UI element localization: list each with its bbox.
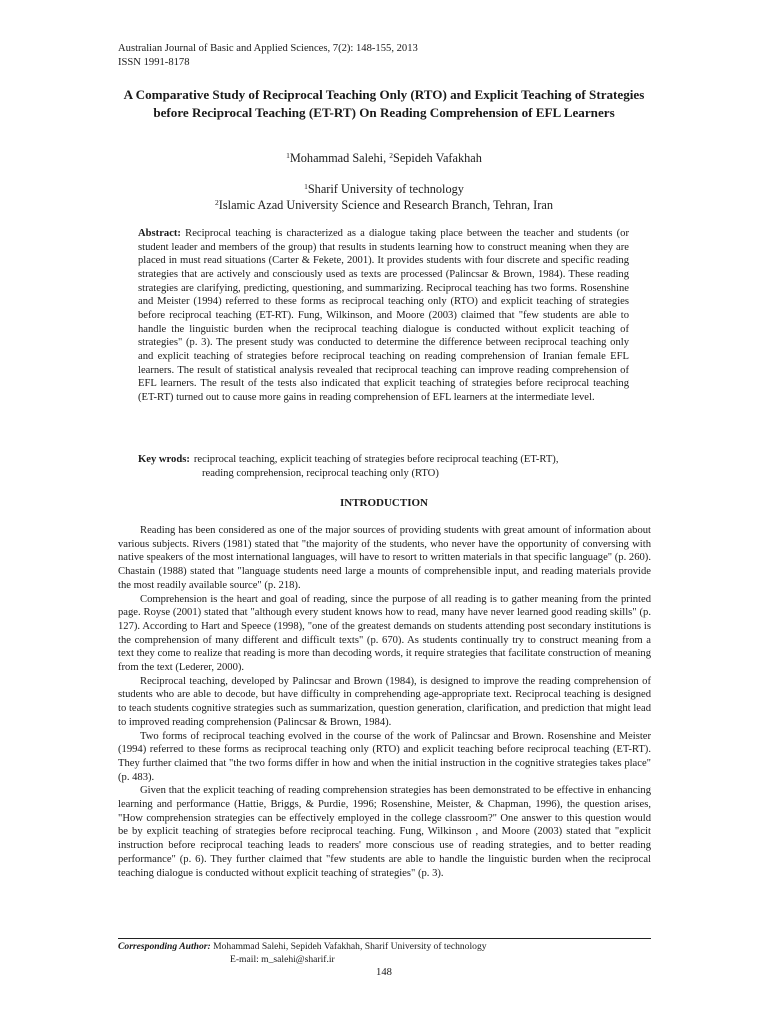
footnote-text: Mohammad Salehi, Sepideh Vafakhah, Sharif University of technology [210, 941, 487, 952]
keywords-line-2: reading comprehension, reciprocal teaching only (RTO) [202, 467, 439, 479]
author1-name: Mohammad Salehi, [289, 151, 390, 165]
affiliation-1-mark: 1 [304, 182, 308, 191]
body-paragraph: Two forms of reciprocal teaching evolved in the course of the work of Palincsar and Brown. Rosenshine and Meister (1994) referred to these forms as reciprocal teaching only (RTO) and explicit teaching before reciprocal teaching (ET-RT). They further claimed that "the two forms differ in how and when the initial instruction in the cognitive strategies takes place" (p. 483). [118, 730, 651, 783]
footnote-email: E-mail: m_salehi@sharif.ir [230, 953, 335, 965]
abstract-text: Reciprocal teaching is characterized as a dialogue taking place between the teacher and students (or student leader and members of the group) that results in students learning how to construct meaning when they are placed in must read situations (Carter & Fekete, 2001). It provides students with four discrete and specific reading strategies that are actively and consciously used as texts are processed (Palincsar & Brown, 1984). These reading strategies are clarifying, predicting, questioning, and summarizing. Reciprocal teaching has two forms. Rosenshine and Meister (1994) referred to these forms as reciprocal teaching only (RTO) and explicit teaching of strategies before reciprocal teaching (ET-RT). Fung, Wilkinson, and Moore (2003) claimed that "few students are able to handle the linguistic burden when the reciprocal teaching dialogue is conducted without explicit teaching of strategies" (p. 3). The present study was conducted to determine the difference between reciprocal teaching only and explicit teaching of strategies before reciprocal teaching on reading comprehension of Iranian female EFL learners. The result of statistical analysis revealed that reciprocal teaching can improve reading comprehension of EFL learners. The result of the tests also indicated that explicit teaching of strategies before reciprocal teaching (ET-RT) turned out to cause more gains in reading comprehension of EFL learners at the intermediate level. [138, 228, 629, 403]
page-number: 148 [376, 967, 392, 978]
author2-affiliation-mark: 2 [389, 151, 393, 160]
author2-name: Sepideh Vafakhah [392, 151, 482, 165]
keywords-line-1: reciprocal teaching, explicit teaching of strategies before reciprocal teaching (ET-RT), [193, 454, 559, 465]
affiliation-2-mark: 2 [215, 198, 219, 207]
paper-title: A Comparative Study of Reciprocal Teaching Only (RTO) and Explicit Teaching of Strategies before Reciprocal Teaching (ET-RT) On Reading Comprehension of EFL Learners [123, 87, 645, 120]
body-paragraph: Given that the explicit teaching of reading comprehension strategies has been demonstrated to be effective in enhancing learning and performance (Hattie, Briggs, & Purdie, 1996; Rosenshine, Meister, & Chapman, 1996), the question arises, "How comprehension strategies can be effectively employed in the college classroom?" One answer to this question would be by explicit teaching of strategies before reciprocal teaching. Fung, Wilkinson , and Moore (2003) stated that "explicit instruction before reciprocal teaching leads to readers' more conscious use of reading strategies, and to better reading performance" (p. 6). They further claimed that "few students are able to handle the linguistic burden when the reciprocal teaching dialogue is conducted without explicit teaching of strategies" (p. 3). [118, 785, 651, 879]
body-paragraph: Reciprocal teaching, developed by Palincsar and Brown (1984), is designed to improve the reading comprehension of students who are able to decode, but have difficulty in comprehending age-appropriate text. Reciprocal teaching is designed to teach students cognitive strategies such as summarization, question generation, clarification, and prediction that might lead to improved reading comprehension (Palincsar & Brown, 1984). [118, 675, 651, 728]
affiliation-2 [110, 197, 658, 213]
body-paragraph: Comprehension is the heart and goal of reading, since the purpose of all reading is to gather meaning from the printed page. Royse (2001) stated that "although every student knows how to read, many have never learned good reading skills" (p. 127). According to Hart and Speece (1998), "one of the greatest demands on students attending post secondary institutions is the comprehension of many different and difficult texts" (p. 670). As students continually try to construct meaning from a text they come to realize that reading is more than decoding words, it require strategies that facilitate construction of meaning from the text (Lederer, 2000). [118, 593, 651, 674]
affiliation-1-text: Sharif University of technology [307, 182, 464, 196]
affiliation-1 [110, 181, 658, 197]
abstract [138, 227, 629, 405]
keywords-row [138, 453, 629, 467]
footnote-label: Corresponding Author: [118, 941, 211, 952]
author-list [110, 150, 658, 166]
body-paragraph: Reading has been considered as one of the major sources of providing students with great amount of information about various subjects. Rivers (1981) stated that "the majority of the students, who never have the opportunity of conversing with native speakers of the most international languages, will have to resort to written materials in that specific language" (p. 260). Chastain (1988) stated that "language students need large a mounts of comprehensible input, and reading materials provide the most readily available source" (p. 218). [118, 525, 651, 591]
introduction-body [118, 524, 651, 880]
section-heading-introduction: INTRODUCTION [339, 497, 428, 509]
author1-affiliation-mark: 1 [286, 151, 290, 160]
corresponding-author-footnote [118, 941, 487, 966]
journal-header [118, 42, 418, 70]
affiliation-2-text: Islamic Azad University Science and Research Branch, Tehran, Iran [218, 198, 553, 212]
footnote-line-1 [118, 941, 487, 954]
journal-citation: Australian Journal of Basic and Applied Sciences, 7(2): 148-155, 2013 [118, 43, 418, 54]
keywords-label: Key wrods: [138, 454, 190, 465]
affiliation-list [110, 181, 658, 213]
abstract-label: Abstract: [138, 228, 181, 239]
keywords [138, 453, 629, 480]
journal-issn: ISSN 1991-8178 [118, 57, 190, 68]
footnote-divider [118, 938, 651, 939]
